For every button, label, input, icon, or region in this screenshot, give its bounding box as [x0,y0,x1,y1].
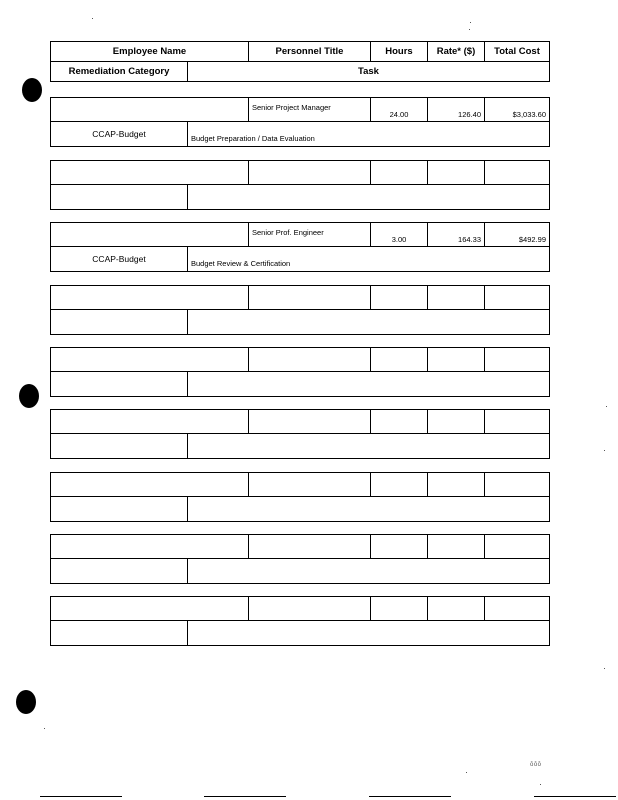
entry-rate [428,473,485,496]
header-personnel-title: Personnel Title [249,42,371,61]
footer-line-2 [204,796,286,797]
entry-task [188,185,549,209]
header-employee-name: Employee Name [51,42,249,61]
entry-hours [371,286,428,309]
entry-block-3 [50,222,550,272]
entry-hours [371,223,428,246]
entry-remediation-category [51,497,188,521]
entry-block-6 [50,409,550,459]
entry-total-cost-text: $3,033.60 [512,110,546,119]
entry-personnel-title [249,535,371,558]
entry-personnel-title [249,473,371,496]
entry-task [188,621,549,645]
entry-category-text [51,621,187,645]
entry-employee-name [51,597,249,620]
footer-line-4 [534,796,616,797]
entry-task [188,247,549,271]
entry-hours [371,410,428,433]
scan-speck [469,29,470,30]
entry-hours-text: 24.00 [389,110,409,119]
entry-rate [428,286,485,309]
scan-speck [92,18,93,19]
entry-total-cost [485,286,549,309]
entry-rate [428,348,485,371]
entry-block-7 [50,472,550,522]
entry-rate-text: 164.33 [458,235,481,244]
entry-task [188,434,549,458]
entry-hours [371,348,428,371]
page-mark: ŏŏŏ [530,762,542,768]
entry-personnel-title-text: Senior Prof. Engineer [252,228,324,237]
entry-remediation-category [51,122,188,146]
entry-total-cost-text: $492.99 [518,235,546,244]
entry-remediation-category [51,310,188,334]
entry-hours [371,597,428,620]
entry-remediation-category [51,434,188,458]
entry-remediation-category [51,185,188,209]
scan-speck [540,784,541,785]
entry-rate [428,223,485,246]
entry-block-4 [50,285,550,335]
entry-category-text [51,559,187,583]
entry-category-text: CCAP-Budget [92,254,146,264]
header-hours: Hours [371,42,428,61]
entry-task [188,559,549,583]
entry-employee-name [51,98,249,121]
entry-employee-name [51,161,249,184]
entry-personnel-title-text: Senior Project Manager [252,103,331,112]
scan-speck [606,406,607,407]
header-remediation-category: Remediation Category [51,62,188,81]
entry-employee-name [51,535,249,558]
entry-remediation-category [51,372,188,396]
entry-rate [428,98,485,121]
entry-personnel-title [249,161,371,184]
entry-category-text [51,310,187,334]
entry-remediation-category [51,559,188,583]
entry-hours [371,473,428,496]
entry-remediation-category [51,247,188,271]
entry-rate [428,597,485,620]
entry-employee-name [51,223,249,246]
entry-employee-name [51,473,249,496]
entry-task [188,372,549,396]
entry-task-text: Budget Preparation / Data Evaluation [191,134,315,143]
entry-total-cost [485,348,549,371]
entry-category-text [51,185,187,209]
entry-block-1 [50,97,550,147]
table-header [50,41,550,82]
footer-line-3 [369,796,451,797]
entry-personnel-title [249,348,371,371]
entry-total-cost [485,98,549,121]
entry-total-cost [485,410,549,433]
entry-task [188,497,549,521]
entry-rate-text: 126.40 [458,110,481,119]
entry-total-cost [485,597,549,620]
entry-category-text [51,497,187,521]
entry-category-text [51,434,187,458]
header-task: Task [358,66,379,77]
header-total-cost: Total Cost [494,46,540,57]
entry-task-text: Budget Review & Certification [191,259,291,268]
entry-hours [371,161,428,184]
entry-rate [428,410,485,433]
entry-task [188,310,549,334]
entry-hours-text: 3.00 [391,235,407,244]
entry-rate [428,535,485,558]
punch-hole-middle [19,384,39,408]
entry-personnel-title [249,597,371,620]
entry-category-text [51,372,187,396]
entry-total-cost [485,161,549,184]
entry-total-cost [485,223,549,246]
entry-employee-name [51,410,249,433]
entry-block-5 [50,347,550,397]
entry-category-text: CCAP-Budget [92,129,146,139]
entry-employee-name [51,348,249,371]
entry-remediation-category [51,621,188,645]
entry-hours [371,535,428,558]
footer-line-1 [40,796,122,797]
punch-hole-top [22,78,42,102]
scan-speck [470,22,471,23]
entry-rate [428,161,485,184]
scan-speck [44,728,45,729]
scan-speck [466,772,467,773]
entry-personnel-title [249,286,371,309]
scan-speck [604,668,605,669]
entry-hours [371,98,428,121]
entry-task [188,122,549,146]
scan-speck [604,450,605,451]
entry-block-8 [50,534,550,584]
entry-total-cost [485,535,549,558]
entry-total-cost [485,473,549,496]
entry-personnel-title [249,98,371,121]
punch-hole-bottom [16,690,36,714]
entry-personnel-title [249,223,371,246]
entry-employee-name [51,286,249,309]
entry-block-2 [50,160,550,210]
entry-personnel-title [249,410,371,433]
header-rate: Rate* ($) [428,42,485,61]
entry-block-9 [50,596,550,646]
